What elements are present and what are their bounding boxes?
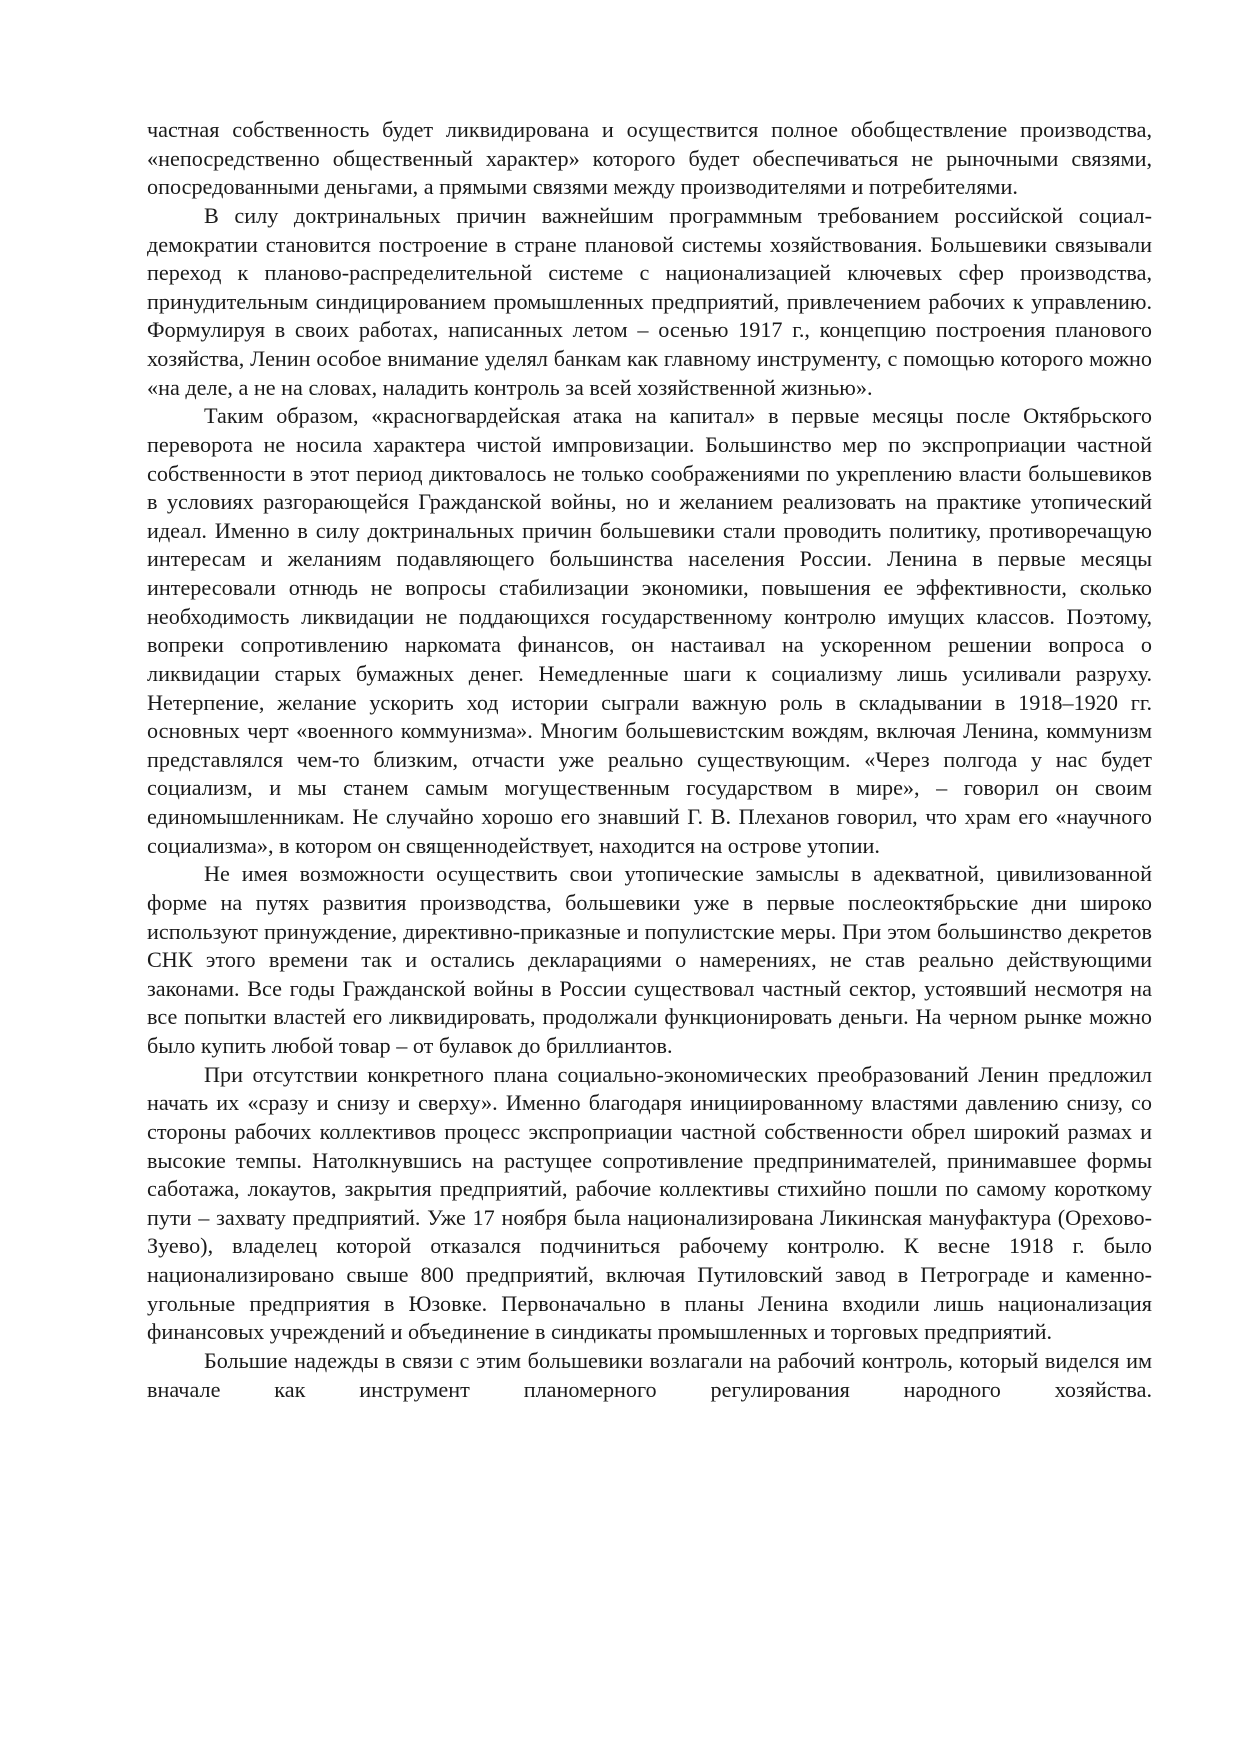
paragraph-1: частная собственность будет ликвидирована и осуществится полное обобществление производства, «непосредственно общественный характер» которого будет обеспечиваться не рыночными связями, опосредованными деньгами, а прямыми связями между производителями и потребителями. bbox=[147, 117, 1152, 200]
document-page bbox=[147, 116, 1152, 1404]
paragraph-6: Большие надежды в связи с этим большевики возлагали на рабочий контроль, который виделся им вначале как инструмент планомерного регулирования народного хозяйства. bbox=[147, 1347, 1152, 1402]
paragraph-3: Таким образом, «красногвардейская атака на капитал» в первые месяцы после Октябрьского переворота не носила характера чистой импровизации. Большинство мер по экспроприации частной собственности в этот период диктовалось не только соображениями по укреплению власти большевиков в условиях разгорающейся Гражданской войны, но и желанием реализовать на практике утопический идеал. Именно в силу доктринальных причин большевики стали проводить политику, противоречащую интересам и желаниям подавляющего большинства населения России. Ленина в первые месяцы интересовали отнюдь не вопросы стабилизации экономики, повышения ее эффективности, сколько необходимость ликвидации не поддающихся государственному контролю имущих классов. Поэтому, вопреки сопротивлению наркомата финансов, он настаивал на ускоренном решении вопроса о ликвидации старых бумажных денег. Немедленные шаги к социализму лишь усиливали разруху. Нетерпение, желание ускорить ход истории сыграли важную роль в складывании в 1918–1920 гг. основных черт «военного коммунизма». Многим большевистским вождям, включая Ленина, коммунизм представлялся чем-то близким, отчасти уже реально существующим. «Через полгода у нас будет социализм, и мы станем самым могущественным государством в мире», – говорил он своим единомышленникам. Не случайно хорошо его знавший Г. В. Плеханов говорил, что храм его «научного социализма», в котором он священнодействует, находится на острове утопии. bbox=[147, 403, 1152, 858]
paragraph-5: При отсутствии конкретного плана социально-экономических преобразований Ленин предложил начать их «сразу и снизу и сверху». Именно благодаря инициированному властями давлению снизу, со стороны рабочих коллективов процесс экспроприации частной собственности обрел широкий размах и высокие темпы. Натолкнувшись на растущее сопротивление предпринимателей, принимавшее формы саботажа, локаутов, закрытия предприятий, рабочие коллективы стихийно пошли по самому короткому пути – захвату предприятий. Уже 17 ноября была национализирована Ликинская мануфактура (Орехово-Зуево), владелец которой отказался подчиниться рабочему контролю. К весне 1918 г. было национализировано свыше 800 предприятий, включая Путиловский завод в Петрограде и каменно-угольные предприятия в Юзовке. Первоначально в планы Ленина входили лишь национализация финансовых учреждений и объединение в синдикаты промышленных и торговых предприятий. bbox=[147, 1061, 1152, 1345]
paragraph-2: В силу доктринальных причин важнейшим программным требованием российской социал-демократии становится построение в стране плановой системы хозяйствования. Большевики связывали переход к планово-распределительной системе с национализацией ключевых сфер производства, принудительным синдицированием промышленных предприятий, привлечением рабочих к управлению. Формулируя в своих работах, написанных летом – осенью 1917 г., концепцию построения планового хозяйства, Ленин особое внимание уделял банкам как главному инструменту, с помощью которого можно «на деле, а не на словах, наладить контроль за всей хозяйственной жизнью». bbox=[147, 202, 1152, 400]
paragraph-4: Не имея возможности осуществить свои утопические замыслы в адекватной, цивилизованной форме на путях развития производства, большевики уже в первые послеоктябрьские дни широко используют принуждение, директивно-приказные и популистские меры. При этом большинство декретов СНК этого времени так и остались декларациями о намерениях, не став реально действующими законами. Все годы Гражданской войны в России существовал частный сектор, устоявший несмотря на все попытки властей его ликвидировать, продолжали функционировать деньги. На черном рынке можно было купить любой товар – от булавок до бриллиантов. bbox=[147, 861, 1152, 1058]
